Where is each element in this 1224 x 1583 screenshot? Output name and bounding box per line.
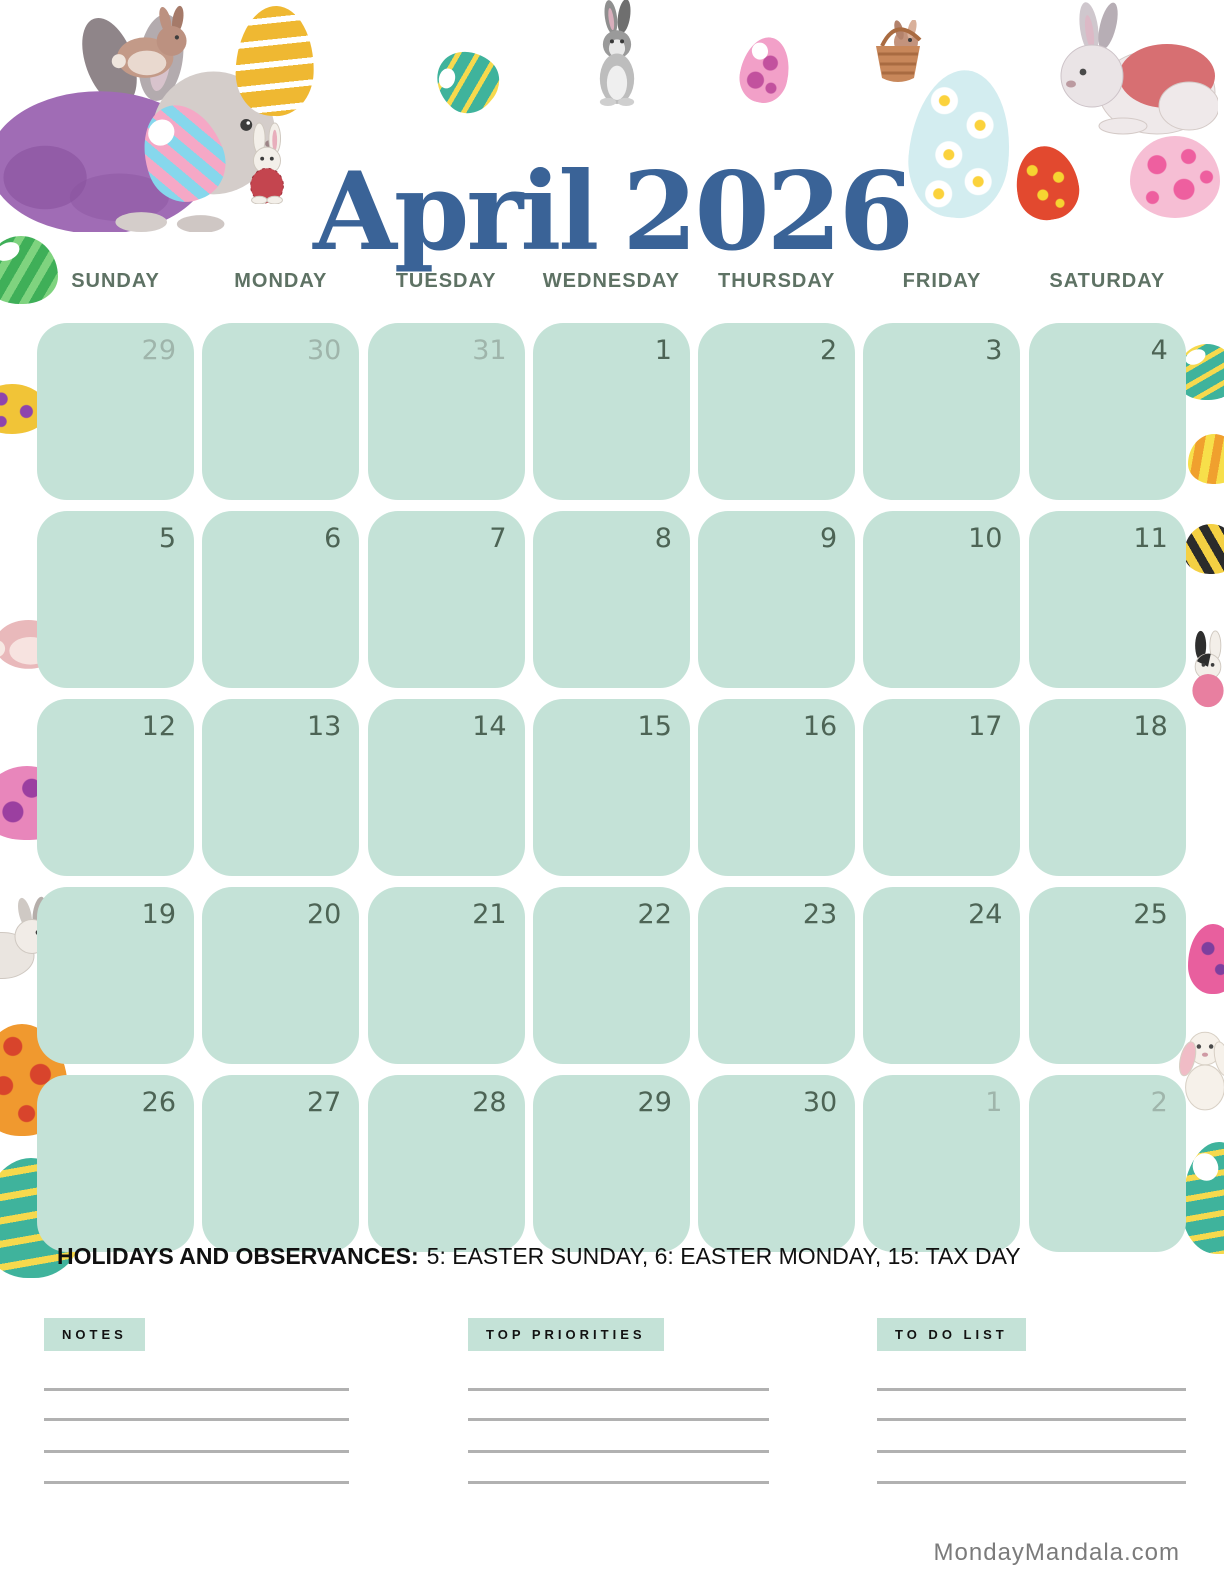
footer-site-name: MondayMandala.com [933, 1539, 1180, 1566]
day-number: 24 [968, 899, 1003, 930]
day-number: 23 [802, 899, 838, 930]
day-cell [1029, 887, 1186, 1064]
day-cell [533, 699, 690, 876]
page-title [0, 149, 1224, 276]
day-number: 30 [802, 1087, 838, 1118]
day-cell [698, 1075, 855, 1252]
notes-line [44, 1450, 349, 1453]
day-cell [202, 887, 359, 1064]
day-number: 22 [637, 899, 672, 930]
day-cell [202, 323, 359, 500]
day-cell [368, 699, 525, 876]
day-number: 28 [472, 1087, 507, 1118]
todo-line [877, 1481, 1186, 1484]
title-year: 2026 [622, 149, 911, 276]
day-cell [533, 887, 690, 1064]
teal-wave-egg-bottom-image [1182, 1142, 1224, 1254]
day-cell [698, 511, 855, 688]
day-cell [37, 699, 194, 876]
pink-heart-egg-right-image [1188, 924, 1224, 994]
day-number: 17 [968, 711, 1003, 742]
day-cell [368, 323, 525, 500]
day-cell [863, 699, 1020, 876]
priorities-line [468, 1481, 769, 1484]
todo-section [877, 1318, 1186, 1493]
day-cell [37, 887, 194, 1064]
weekday-tuesday: TUESDAY [395, 270, 497, 292]
day-cell [863, 323, 1020, 500]
teal-wave-egg-image [424, 38, 510, 124]
day-number: 10 [968, 523, 1003, 554]
weekday-saturday: SATURDAY [1049, 270, 1166, 292]
day-cell [863, 887, 1020, 1064]
day-number: 30 [306, 335, 342, 366]
day-cell [368, 1075, 525, 1252]
day-cell [863, 1075, 1020, 1252]
white-bunny-pink-sweater-lying-image [1036, 0, 1218, 140]
day-number: 25 [1133, 899, 1168, 930]
day-number: 14 [472, 711, 507, 742]
day-number: 19 [141, 899, 176, 930]
priorities-label: TOP PRIORITIES [468, 1318, 664, 1351]
day-number: 20 [306, 899, 342, 930]
day-cell [37, 323, 194, 500]
day-number: 16 [802, 711, 838, 742]
priorities-section [468, 1318, 769, 1493]
weekday-header-row [37, 270, 1184, 293]
todo-line [877, 1388, 1186, 1391]
day-cell [202, 511, 359, 688]
pink-swirl-egg-image [735, 33, 796, 108]
notes-line [44, 1388, 349, 1391]
holidays-line [57, 1243, 1021, 1270]
day-cell [1029, 323, 1186, 500]
holidays-text: 5: EASTER SUNDAY, 6: EASTER MONDAY, 15: TAX DAY [426, 1243, 1021, 1269]
weekday-thursday: THURSDAY [718, 270, 836, 292]
day-number: 3 [985, 335, 1003, 366]
day-cell [37, 511, 194, 688]
small-brown-bunny-image [110, 4, 198, 84]
weekday-monday: MONDAY [234, 270, 328, 292]
day-number: 18 [1133, 711, 1168, 742]
notes-line [44, 1481, 349, 1484]
weekday-friday: FRIDAY [902, 270, 982, 292]
day-number: 12 [141, 711, 176, 742]
day-number: 4 [1150, 335, 1168, 366]
day-number: 7 [489, 523, 507, 554]
day-number: 2 [1150, 1087, 1168, 1118]
day-number: 1 [985, 1087, 1003, 1118]
day-cell [698, 887, 855, 1064]
bw-bunny-pink-sweater-image [1180, 630, 1224, 708]
day-number: 31 [472, 335, 507, 366]
notes-label: NOTES [44, 1318, 145, 1351]
weekday-sunday: SUNDAY [71, 270, 160, 292]
day-number: 29 [637, 1087, 672, 1118]
day-cell [698, 699, 855, 876]
priorities-line [468, 1450, 769, 1453]
day-cell [533, 323, 690, 500]
yellow-orange-egg-image [1188, 434, 1224, 484]
title-month: April [313, 149, 597, 276]
day-number: 29 [141, 335, 176, 366]
day-cell [533, 511, 690, 688]
day-cell [202, 699, 359, 876]
priorities-line [468, 1418, 769, 1421]
day-cell [533, 1075, 690, 1252]
weekday-wednesday: WEDNESDAY [542, 270, 680, 292]
day-number: 11 [1133, 523, 1168, 554]
day-number: 27 [306, 1087, 342, 1118]
day-number: 26 [141, 1087, 176, 1118]
todo-label: TO DO LIST [877, 1318, 1026, 1351]
holidays-label: HOLIDAYS AND OBSERVANCES: [57, 1243, 419, 1269]
todo-line [877, 1450, 1186, 1453]
calendar-grid [37, 323, 1186, 1252]
day-cell [368, 887, 525, 1064]
day-cell [863, 511, 1020, 688]
day-number: 13 [306, 711, 342, 742]
day-cell [698, 323, 855, 500]
day-number: 5 [158, 523, 176, 554]
day-cell [37, 1075, 194, 1252]
day-number: 1 [654, 335, 672, 366]
day-number: 2 [820, 335, 838, 366]
day-cell [202, 1075, 359, 1252]
priorities-line [468, 1388, 769, 1391]
day-number: 9 [820, 523, 838, 554]
notes-line [44, 1418, 349, 1421]
day-number: 8 [654, 523, 672, 554]
gray-standing-bunny-image [586, 0, 648, 106]
bunny-in-basket-image [868, 20, 928, 84]
notes-section [44, 1318, 349, 1493]
day-cell [368, 511, 525, 688]
black-yellow-striped-egg-image [1184, 524, 1224, 574]
day-cell [1029, 699, 1186, 876]
day-number: 21 [472, 899, 507, 930]
todo-line [877, 1418, 1186, 1421]
day-number: 6 [324, 523, 342, 554]
day-cell [1029, 511, 1186, 688]
day-number: 15 [637, 711, 672, 742]
day-cell [1029, 1075, 1186, 1252]
